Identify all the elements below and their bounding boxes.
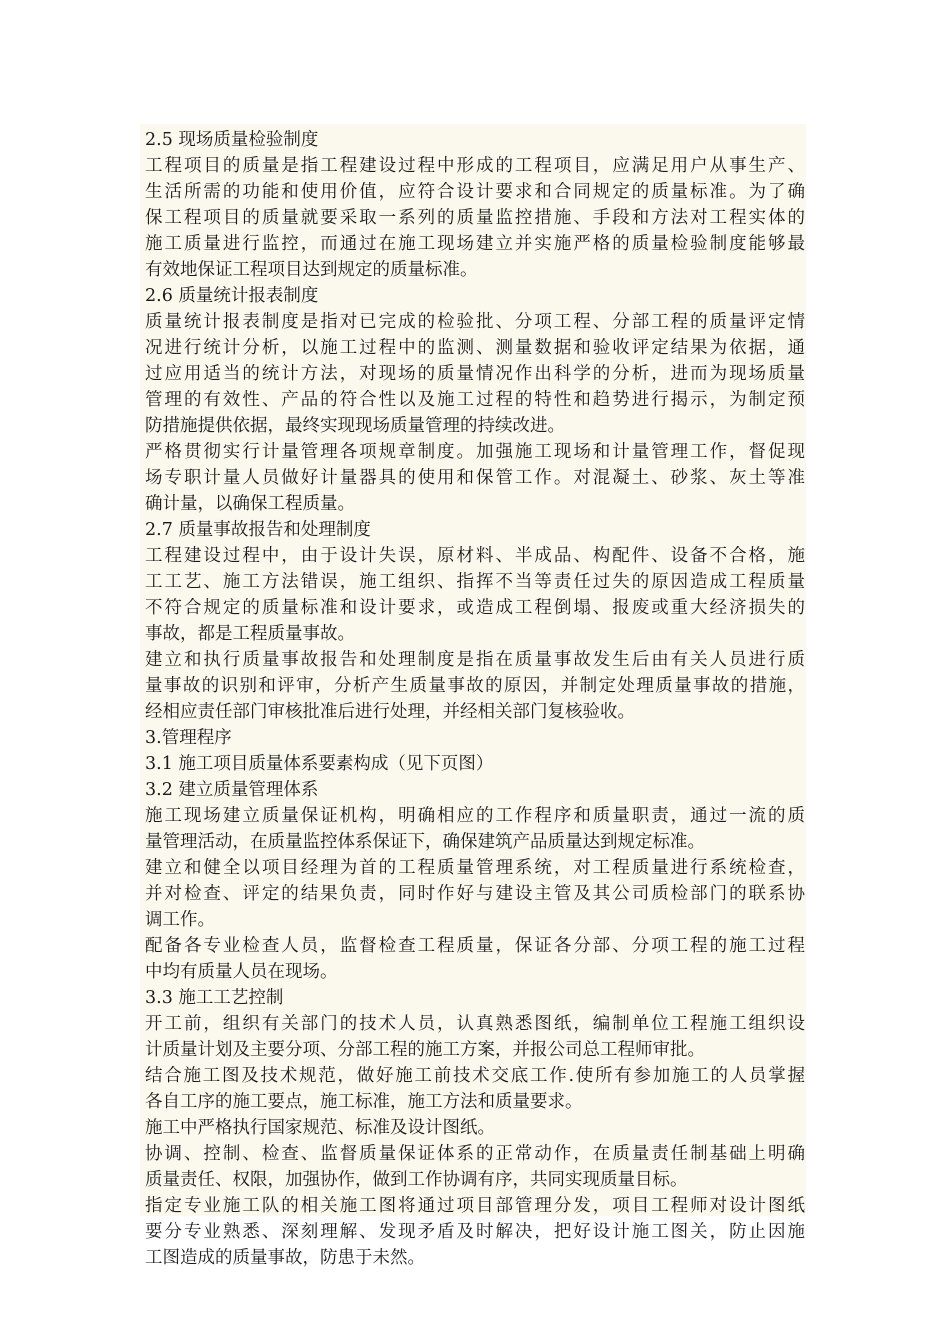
paragraph-line: 质量责任、权限，加强协作，做到工作协调有序，共同实现质量目标。 — [145, 1170, 688, 1190]
paragraph-line: 调工作。 — [145, 910, 215, 930]
paragraph-line: 配备各专业检查人员，监督检查工程质量，保证各分部、分项工程的施工过程 — [145, 936, 805, 956]
paragraph-line: 工程建设过程中，由于设计失误，原材料、半成品、构配件、设备不合格，施 — [145, 546, 805, 566]
section-heading-3-2: 3.2 建立质量管理体系 — [145, 780, 319, 800]
paragraph-line: 要分专业熟悉、深刻理解、发现矛盾及时解决，把好设计施工图关，防止因施 — [145, 1222, 805, 1242]
paragraph-line: 工程项目的质量是指工程建设过程中形成的工程项目，应满足用户从事生产、 — [145, 156, 805, 176]
paragraph-line: 各自工序的施工要点，施工标准，施工方法和质量要求。 — [145, 1092, 583, 1112]
paragraph-line: 事故，都是工程质量事故。 — [145, 624, 355, 644]
paragraph-line: 施工质量进行监控，而通过在施工现场建立并实施严格的质量检验制度能够最 — [145, 234, 805, 254]
paragraph-line: 建立和健全以项目经理为首的工程质量管理系统，对工程质量进行系统检查， — [145, 858, 805, 878]
paragraph-line: 并对检查、评定的结果负责，同时作好与建设主管及其公司质检部门的联系协 — [145, 884, 805, 904]
paragraph-line: 施工中严格执行国家规范、标准及设计图纸。 — [145, 1118, 495, 1138]
paragraph-line: 防措施提供依据，最终实现现场质量管理的持续改进。 — [145, 416, 565, 436]
paragraph-line: 计质量计划及主要分项、分部工程的施工方案，并报公司总工程师审批。 — [145, 1040, 705, 1060]
section-heading-2-6: 2.6 质量统计报表制度 — [145, 286, 319, 306]
paragraph-line: 过应用适当的统计方法，对现场的质量情况作出科学的分析，进而为现场质量 — [145, 364, 805, 384]
paragraph-line: 管理的有效性、产品的符合性以及施工过程的特性和趋势进行揭示，为制定预 — [145, 390, 805, 410]
paragraph-line: 质量统计报表制度是指对已完成的检验批、分项工程、分部工程的质量评定情 — [145, 312, 805, 332]
section-heading-3-1: 3.1 施工项目质量体系要素构成（见下页图） — [145, 754, 494, 774]
paragraph-line: 场专职计量人员做好计量器具的使用和保管工作。对混凝土、砂浆、灰土等准 — [145, 468, 805, 488]
paragraph-line: 况进行统计分析，以施工过程中的监测、测量数据和验收评定结果为依据，通 — [145, 338, 805, 358]
paragraph-line: 量事故的识别和评审，分析产生质量事故的原因，并制定处理质量事故的措施， — [145, 676, 805, 696]
paragraph-line: 保工程项目的质量就要采取一系列的质量监控措施、手段和方法对工程实体的 — [145, 208, 805, 228]
paragraph-line: 量管理活动，在质量监控体系保证下，确保建筑产品质量达到规定标准。 — [145, 832, 705, 852]
document-body — [145, 127, 805, 1271]
paragraph-line: 指定专业施工队的相关施工图将通过项目部管理分发，项目工程师对设计图纸 — [145, 1196, 805, 1216]
paragraph-line: 不符合规定的质量标准和设计要求，或造成工程倒塌、报废或重大经济损失的 — [145, 598, 805, 618]
paragraph-line: 工工艺、施工方法错误，施工组织、指挥不当等责任过失的原因造成工程质量 — [145, 572, 805, 592]
section-heading-3-3: 3.3 施工工艺控制 — [145, 988, 284, 1008]
paragraph-line: 结合施工图及技术规范，做好施工前技术交底工作.使所有参加施工的人员掌握 — [145, 1066, 805, 1086]
paragraph-line: 确计量，以确保工程质量。 — [145, 494, 355, 514]
paragraph-line: 经相应责任部门审核批准后进行处理，并经相关部门复核验收。 — [145, 702, 635, 722]
paragraph-line: 建立和执行质量事故报告和处理制度是指在质量事故发生后由有关人员进行质 — [145, 650, 805, 670]
section-heading-3: 3.管理程序 — [145, 728, 232, 748]
paragraph-line: 协调、控制、检查、监督质量保证体系的正常动作，在质量责任制基础上明确 — [145, 1144, 805, 1164]
paragraph-line: 有效地保证工程项目达到规定的质量标准。 — [145, 260, 478, 280]
paragraph-line: 生活所需的功能和使用价值，应符合设计要求和合同规定的质量标准。为了确 — [145, 182, 805, 202]
section-heading-2-5: 2.5 现场质量检验制度 — [145, 130, 319, 150]
paragraph-line: 中均有质量人员在现场。 — [145, 962, 338, 982]
paragraph-line: 开工前，组织有关部门的技术人员，认真熟悉图纸，编制单位工程施工组织设 — [145, 1014, 805, 1034]
paragraph-line: 工图造成的质量事故，防患于未然。 — [145, 1248, 425, 1268]
paragraph-line: 严格贯彻实行计量管理各项规章制度。加强施工现场和计量管理工作，督促现 — [145, 442, 805, 462]
section-heading-2-7: 2.7 质量事故报告和处理制度 — [145, 520, 371, 540]
paragraph-line: 施工现场建立质量保证机构，明确相应的工作程序和质量职责，通过一流的质 — [145, 806, 805, 826]
